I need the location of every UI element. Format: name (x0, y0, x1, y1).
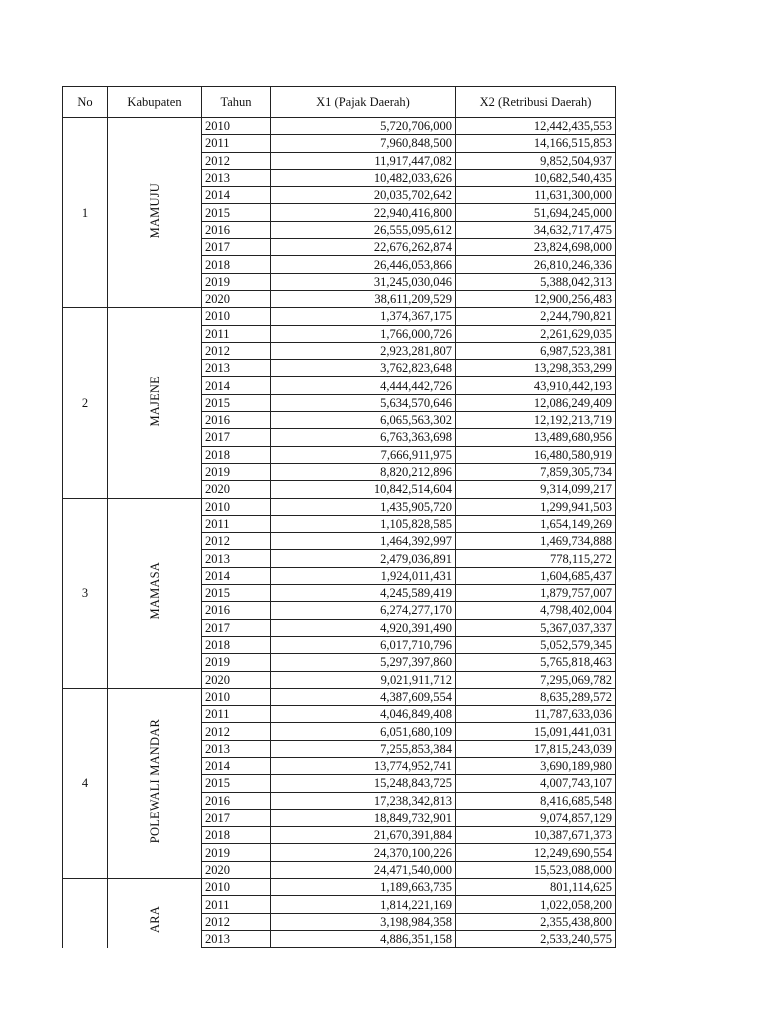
table-row (63, 308, 616, 325)
table-header (63, 87, 616, 118)
x2-cell: 2,244,790,821 (456, 308, 616, 325)
x1-cell: 5,634,570,646 (271, 394, 456, 411)
x2-cell: 34,632,717,475 (456, 221, 616, 238)
revenue-table (62, 86, 616, 948)
x1-cell: 38,611,209,529 (271, 290, 456, 307)
x1-cell: 4,886,351,158 (271, 930, 456, 947)
year-cell: 2010 (202, 879, 271, 896)
x1-cell: 6,763,363,698 (271, 429, 456, 446)
year-cell: 2012 (202, 533, 271, 550)
x1-cell: 5,720,706,000 (271, 118, 456, 135)
x1-cell: 4,444,442,726 (271, 377, 456, 394)
header-tahun: Tahun (202, 87, 271, 118)
x1-cell: 6,065,563,302 (271, 412, 456, 429)
x2-cell: 1,299,941,503 (456, 498, 616, 515)
year-cell: 2013 (202, 169, 271, 186)
x1-cell: 4,046,849,408 (271, 706, 456, 723)
x2-cell: 778,115,272 (456, 550, 616, 567)
x2-cell: 2,355,438,800 (456, 913, 616, 930)
year-cell: 2016 (202, 412, 271, 429)
x2-cell: 2,533,240,575 (456, 930, 616, 947)
year-cell: 2016 (202, 221, 271, 238)
table-body (63, 118, 616, 948)
header-x2: X2 (Retribusi Daerah) (456, 87, 616, 118)
kabupaten-name: ARA (147, 905, 162, 933)
x1-cell: 20,035,702,642 (271, 187, 456, 204)
year-cell: 2013 (202, 360, 271, 377)
table-row (63, 498, 616, 515)
x1-cell: 4,245,589,419 (271, 585, 456, 602)
kabupaten-cell (108, 688, 202, 878)
x2-cell: 7,859,305,734 (456, 463, 616, 480)
year-cell: 2013 (202, 930, 271, 947)
year-cell: 2011 (202, 515, 271, 532)
kabupaten-cell (108, 879, 202, 948)
year-cell: 2017 (202, 809, 271, 826)
x2-cell: 12,086,249,409 (456, 394, 616, 411)
x1-cell: 1,374,367,175 (271, 308, 456, 325)
x1-cell: 1,189,663,735 (271, 879, 456, 896)
year-cell: 2013 (202, 550, 271, 567)
kabupaten-name: MAMUJU (147, 182, 162, 239)
year-cell: 2014 (202, 187, 271, 204)
x1-cell: 24,370,100,226 (271, 844, 456, 861)
x2-cell: 8,416,685,548 (456, 792, 616, 809)
x2-cell: 5,388,042,313 (456, 273, 616, 290)
x1-cell: 2,479,036,891 (271, 550, 456, 567)
x2-cell: 15,523,088,000 (456, 861, 616, 878)
x1-cell: 13,774,952,741 (271, 757, 456, 774)
x2-cell: 7,295,069,782 (456, 671, 616, 688)
year-cell: 2020 (202, 861, 271, 878)
x2-cell: 14,166,515,853 (456, 135, 616, 152)
year-cell: 2010 (202, 498, 271, 515)
year-cell: 2018 (202, 636, 271, 653)
x1-cell: 6,274,277,170 (271, 602, 456, 619)
year-cell: 2011 (202, 135, 271, 152)
x1-cell: 9,021,911,712 (271, 671, 456, 688)
header-kabupaten: Kabupaten (108, 87, 202, 118)
year-cell: 2013 (202, 740, 271, 757)
kabupaten-name: MAMASA (147, 562, 162, 620)
x2-cell: 2,261,629,035 (456, 325, 616, 342)
x1-cell: 22,940,416,800 (271, 204, 456, 221)
x1-cell: 7,960,848,500 (271, 135, 456, 152)
x1-cell: 3,198,984,358 (271, 913, 456, 930)
year-cell: 2020 (202, 290, 271, 307)
x1-cell: 8,820,212,896 (271, 463, 456, 480)
x1-cell: 15,248,843,725 (271, 775, 456, 792)
year-cell: 2012 (202, 913, 271, 930)
x1-cell: 22,676,262,874 (271, 239, 456, 256)
x2-cell: 26,810,246,336 (456, 256, 616, 273)
x2-cell: 12,900,256,483 (456, 290, 616, 307)
x1-cell: 26,555,095,612 (271, 221, 456, 238)
kabupaten-name: MAJENE (147, 375, 162, 427)
x1-cell: 4,920,391,490 (271, 619, 456, 636)
kabupaten-cell (108, 308, 202, 498)
table-row (63, 688, 616, 705)
x2-cell: 11,787,633,036 (456, 706, 616, 723)
x1-cell: 7,666,911,975 (271, 446, 456, 463)
x1-cell: 11,917,447,082 (271, 152, 456, 169)
x2-cell: 23,824,698,000 (456, 239, 616, 256)
x2-cell: 12,442,435,553 (456, 118, 616, 135)
header-row (63, 87, 616, 118)
x1-cell: 1,435,905,720 (271, 498, 456, 515)
year-cell: 2012 (202, 342, 271, 359)
x1-cell: 26,446,053,866 (271, 256, 456, 273)
year-cell: 2015 (202, 394, 271, 411)
year-cell: 2011 (202, 896, 271, 913)
year-cell: 2018 (202, 446, 271, 463)
year-cell: 2015 (202, 585, 271, 602)
year-cell: 2014 (202, 757, 271, 774)
x2-cell: 12,192,213,719 (456, 412, 616, 429)
group-number: 4 (63, 688, 108, 878)
x2-cell: 10,387,671,373 (456, 827, 616, 844)
year-cell: 2017 (202, 429, 271, 446)
x2-cell: 1,879,757,007 (456, 585, 616, 602)
x2-cell: 16,480,580,919 (456, 446, 616, 463)
x2-cell: 9,314,099,217 (456, 481, 616, 498)
x2-cell: 9,852,504,937 (456, 152, 616, 169)
year-cell: 2018 (202, 256, 271, 273)
x1-cell: 18,849,732,901 (271, 809, 456, 826)
x1-cell: 24,471,540,000 (271, 861, 456, 878)
x2-cell: 1,604,685,437 (456, 567, 616, 584)
x1-cell: 10,482,033,626 (271, 169, 456, 186)
year-cell: 2015 (202, 204, 271, 221)
year-cell: 2020 (202, 671, 271, 688)
x2-cell: 1,469,734,888 (456, 533, 616, 550)
x1-cell: 1,766,000,726 (271, 325, 456, 342)
year-cell: 2010 (202, 688, 271, 705)
x1-cell: 6,017,710,796 (271, 636, 456, 653)
group-number: 2 (63, 308, 108, 498)
kabupaten-cell (108, 498, 202, 688)
year-cell: 2019 (202, 463, 271, 480)
x2-cell: 4,007,743,107 (456, 775, 616, 792)
group-number (63, 879, 108, 948)
x2-cell: 1,022,058,200 (456, 896, 616, 913)
x1-cell: 21,670,391,884 (271, 827, 456, 844)
x1-cell: 3,762,823,648 (271, 360, 456, 377)
x1-cell: 1,814,221,169 (271, 896, 456, 913)
x2-cell: 6,987,523,381 (456, 342, 616, 359)
x2-cell: 5,765,818,463 (456, 654, 616, 671)
x2-cell: 51,694,245,000 (456, 204, 616, 221)
x2-cell: 12,249,690,554 (456, 844, 616, 861)
year-cell: 2019 (202, 844, 271, 861)
year-cell: 2019 (202, 273, 271, 290)
year-cell: 2010 (202, 118, 271, 135)
x2-cell: 4,798,402,004 (456, 602, 616, 619)
x2-cell: 3,690,189,980 (456, 757, 616, 774)
x2-cell: 13,298,353,299 (456, 360, 616, 377)
x1-cell: 1,105,828,585 (271, 515, 456, 532)
x2-cell: 801,114,625 (456, 879, 616, 896)
group-number: 1 (63, 118, 108, 308)
group-number: 3 (63, 498, 108, 688)
x1-cell: 2,923,281,807 (271, 342, 456, 359)
year-cell: 2012 (202, 723, 271, 740)
kabupaten-cell (108, 118, 202, 308)
x1-cell: 5,297,397,860 (271, 654, 456, 671)
x2-cell: 13,489,680,956 (456, 429, 616, 446)
x2-cell: 15,091,441,031 (456, 723, 616, 740)
x2-cell: 10,682,540,435 (456, 169, 616, 186)
year-cell: 2014 (202, 567, 271, 584)
x1-cell: 17,238,342,813 (271, 792, 456, 809)
x1-cell: 6,051,680,109 (271, 723, 456, 740)
x1-cell: 1,464,392,997 (271, 533, 456, 550)
x2-cell: 5,052,579,345 (456, 636, 616, 653)
x1-cell: 4,387,609,554 (271, 688, 456, 705)
year-cell: 2016 (202, 602, 271, 619)
year-cell: 2017 (202, 239, 271, 256)
x2-cell: 1,654,149,269 (456, 515, 616, 532)
x2-cell: 5,367,037,337 (456, 619, 616, 636)
kabupaten-name: POLEWALI MANDAR (147, 719, 162, 844)
year-cell: 2015 (202, 775, 271, 792)
x2-cell: 11,631,300,000 (456, 187, 616, 204)
year-cell: 2011 (202, 325, 271, 342)
x1-cell: 1,924,011,431 (271, 567, 456, 584)
header-x1: X1 (Pajak Daerah) (271, 87, 456, 118)
year-cell: 2020 (202, 481, 271, 498)
x1-cell: 7,255,853,384 (271, 740, 456, 757)
x2-cell: 17,815,243,039 (456, 740, 616, 757)
year-cell: 2010 (202, 308, 271, 325)
year-cell: 2014 (202, 377, 271, 394)
x1-cell: 31,245,030,046 (271, 273, 456, 290)
x2-cell: 8,635,289,572 (456, 688, 616, 705)
table-row (63, 879, 616, 896)
year-cell: 2017 (202, 619, 271, 636)
table-row (63, 118, 616, 135)
header-no: No (63, 87, 108, 118)
year-cell: 2019 (202, 654, 271, 671)
year-cell: 2018 (202, 827, 271, 844)
x2-cell: 43,910,442,193 (456, 377, 616, 394)
year-cell: 2012 (202, 152, 271, 169)
x1-cell: 10,842,514,604 (271, 481, 456, 498)
year-cell: 2016 (202, 792, 271, 809)
x2-cell: 9,074,857,129 (456, 809, 616, 826)
year-cell: 2011 (202, 706, 271, 723)
